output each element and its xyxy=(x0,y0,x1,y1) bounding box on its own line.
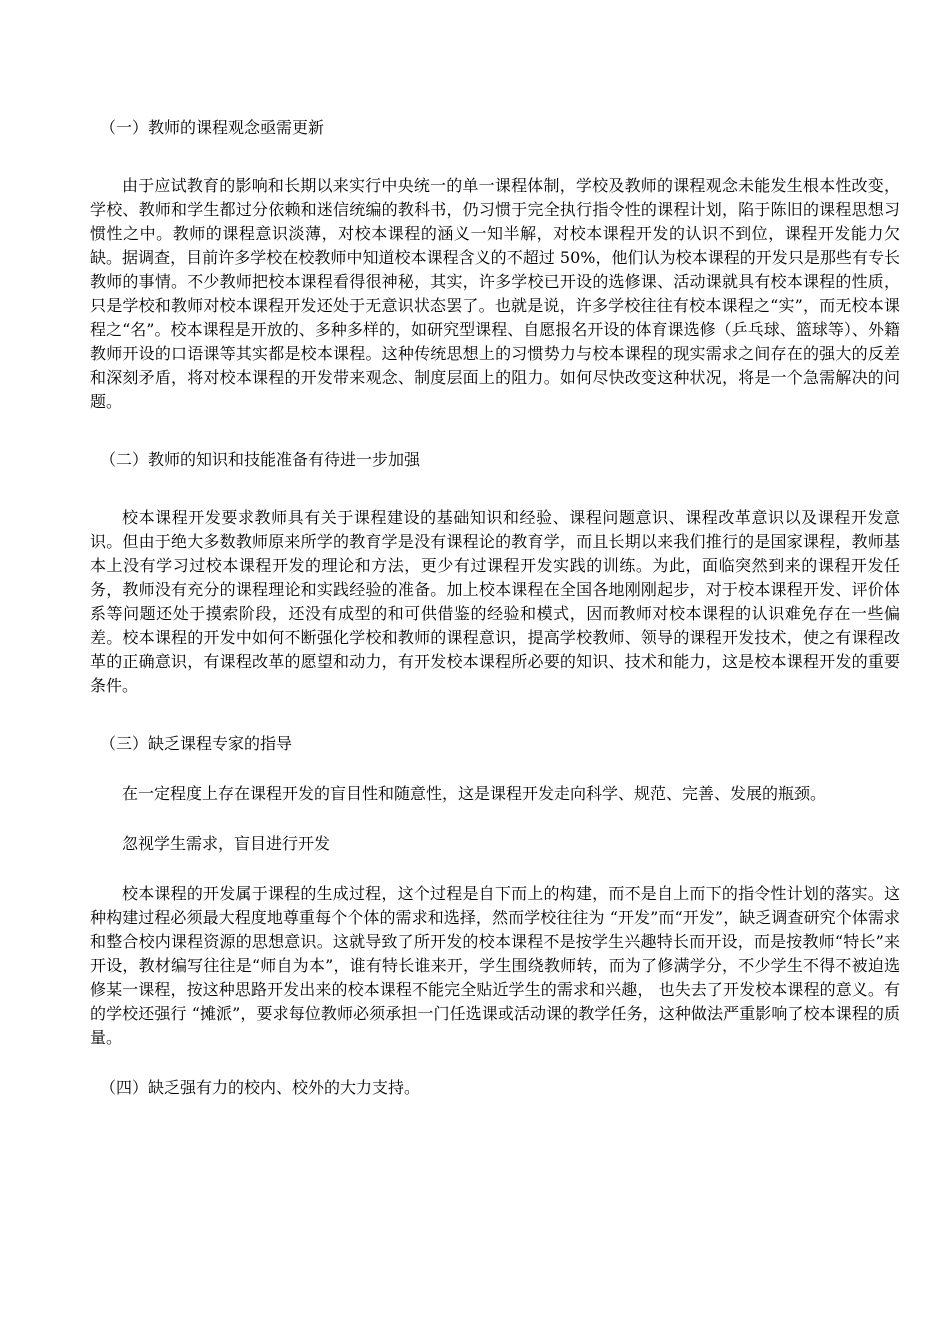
paragraph-4: 校本课程的开发属于课程的生成过程，这个过程是自下而上的构建，而不是自上而下的指令性计划的落实。这种构建过程必须最大程度地尊重每个个体的需求和选择，然而学校往往为 “开发”而“开发”，缺乏调查研究个体需求和整合校内课程资源的思想意识。这就导致了所开发的校本课程不是按学生兴趣特长而开设，而是按教师“特长”来开设，教材编写往往是“师自为本”，谁有特长谁来开，学生围绕教师转，而为了修满学分，不少学生不得不被迫选修某一课程，按这种思路开发出来的校本课程不能完全贴近学生的需求和兴趣， 也失去了开发校本课程的意义。有的学校还强行 “摊派”，要求每位教师必须承担一门任选课或活动课的教学任务，这种做法严重影响了校本课程的质量。 xyxy=(90,884,900,1047)
section-heading-2: （二）教师的知识和技能准备有待进一步加强 xyxy=(100,450,421,469)
paragraph-1: 由于应试教育的影响和长期以来实行中央统一的单一课程体制，学校及教师的课程观念未能发生根本性改变，学校、教师和学生都过分依赖和迷信统编的教科书，仍习惯于完全执行指令性的课程计划，陷于陈旧的课程思想习惯性之中。教师的课程意识淡薄，对校本课程的涵义一知半解，对校本课程开发的认识不到位，课程开发能力欠缺。据调查，目前许多学校在校教师中知道校本课程含义的不超过 50%，他们认为校本课程的开发只是那些有专长教师的事情。不少教师把校本课程看得很神秘，其实，许多学校已开设的选修课、活动课就具有校本课程的性质，只是学校和教师对校本课程开发还处于无意识状态罢了。也就是说，许多学校往往有校本课程之“实”，而无校本课程之“名”。校本课程是开放的、多种多样的，如研究型课程、自愿报名开设的体育课选修（乒乓球、篮球等）、外籍教师开设的口语课等其实都是校本课程。这种传统思想上的习惯势力与校本课程的现实需求之间存在的强大的反差和深刻矛盾，将对校本课程的开发带来观念、制度层面上的阻力。如何尽快改变这种状况，将是一个急需解决的问题。 xyxy=(90,176,900,411)
section-heading-4: 忽视学生需求，盲目进行开发 xyxy=(122,834,331,853)
section-heading-5: （四）缺乏强有力的校内、校外的大力支持。 xyxy=(100,1078,421,1097)
section-heading-1: （一）教师的课程观念亟需更新 xyxy=(100,118,325,137)
document-page xyxy=(90,116,900,1100)
paragraph-2: 校本课程开发要求教师具有关于课程建设的基础知识和经验、课程问题意识、课程改革意识以及课程开发意识。但由于绝大多数教师原来所学的教育学是没有课程论的教育学，而且长期以来我们推行的是国家课程，教师基本上没有学习过校本课程开发的理论和方法，更少有过课程开发实践的训练。为此，面临突然到来的课程开发任务，教师没有充分的课程理论和实践经验的准备。加上校本课程在全国各地刚刚起步，对于校本课程开发、评价体系等问题还处于摸索阶段，还没有成型的和可供借鉴的经验和模式，因而教师对校本课程的认识难免存在一些偏差。校本课程的开发中如何不断强化学校和教师的课程意识，提高学校教师、领导的课程开发技术，使之有课程改革的正确意识，有课程改革的愿望和动力，有开发校本课程所必要的知识、技术和能力，这是校本课程开发的重要条件。 xyxy=(90,508,900,695)
paragraph-3: 在一定程度上存在课程开发的盲目性和随意性，这是课程开发走向科学、规范、完善、发展的瓶颈。 xyxy=(122,784,827,803)
section-heading-3: （三）缺乏课程专家的指导 xyxy=(100,734,293,753)
